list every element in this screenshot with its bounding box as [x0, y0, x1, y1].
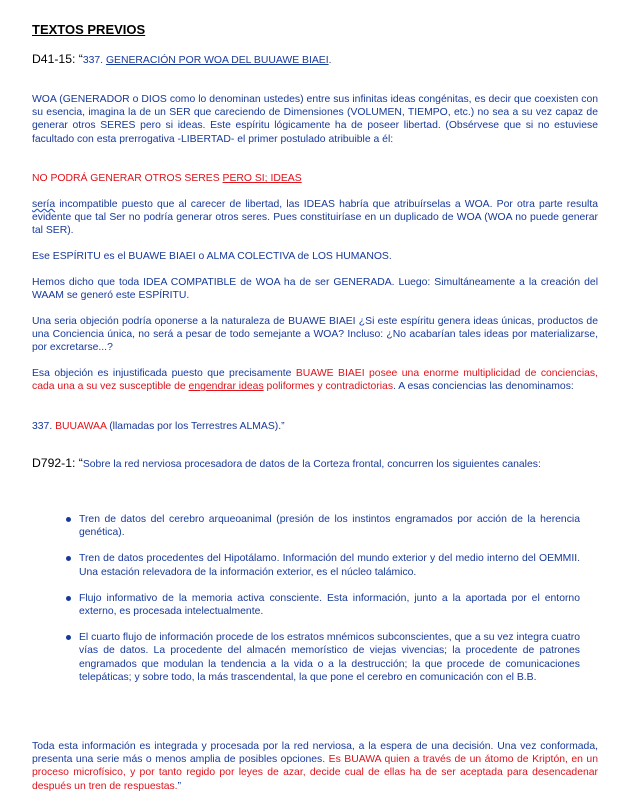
section-heading-link[interactable]: GENERACIÓN POR WOA DEL BUUAWE BIAEI: [105, 55, 329, 66]
reference-code-2: D792-1: “: [32, 456, 83, 470]
postulate-underlined: PERO SI; IDEAS: [222, 173, 302, 184]
list-item: [66, 513, 580, 539]
reference-code: D41-15: “: [32, 52, 83, 66]
paragraph-incompatible-text: incompatible puesto que al carecer de libertad, las IDEAS habría que atribuírselas a WOA. Por otra parte resulta evidente que tal Ser no podría generar otros seres. Pues constituiríase en un duplicado de WOA (WOA no puede generar tal SER).: [32, 199, 598, 237]
unjustified-text-a: Esa objeción es injustificada puesto que precisamente: [32, 368, 296, 379]
paragraph-objection: Una seria objeción podría oponerse a la naturaleza de BUAWE BIAEI ¿Si este espíritu genera ideas únicas, productos de una Conciencia única, no será a pesar de todo semejante a WOA? Incluso: ¿No acabarían tales ideas por materializarse, por excretarse...?: [32, 316, 598, 354]
list-item-text: El cuarto flujo de información procede de los estratos mnémicos subconscientes, que a su vez integra cuatro vías de datos. La procedente del almacén memorístico de viejas vivencias; la procedente de patrones engramados que modulan la tendencia a la vida o a la destrucción; la que procede de comunicaciones telepáticas; y sobre todo, la más trascendental, la que pone el cerebro en comunicación con el B.B.: [79, 632, 580, 683]
spellcheck-word: sería: [32, 199, 56, 210]
list-item: [66, 592, 580, 618]
d792-intro: Sobre la red nerviosa procesadora de datos de la Corteza frontal, concurren los siguientes canales:: [82, 459, 541, 470]
heading-period: .: [328, 55, 332, 66]
list-item-text: Tren de datos procedentes del Hipotálamo. Información del mundo exterior y del medio interno del OEMMII. Una estación relevadora de la información exterior, es el núcleo talámico.: [79, 553, 580, 578]
unjustified-text-red: BUAWE BIAEI posee una enorme multiplicidad de conciencias, cada una a su vez susceptible de: [32, 368, 598, 393]
unjustified-text-red-2: poliformes y contradictorias: [263, 381, 394, 393]
unjustified-text-underlined: engendrar ideas: [188, 381, 264, 393]
paragraph-incompatible: [32, 198, 598, 238]
paragraph-postulate: [32, 172, 598, 185]
unjustified-text-end: . A esas conciencias las denominamos:: [393, 381, 574, 393]
paragraph-buuawaa: [32, 420, 598, 433]
paragraph-woa-generator: WOA (GENERADOR o DIOS como lo denominan ustedes) entre sus infinitas ideas congénitas, es decir que coexisten con su esencia, imagina la de un SER que careciendo de Dimensiones (VOLUMEN, TIEMPO, etc.) no sea a su vez capaz de generar otros SERES pero si ideas. Este espíritu lógicamente ha de poseer libertad. (Obsérvese que si no estuviese facultado con esta prerrogativa -LIBERTAD- el primer postulado atribuible a él:: [32, 94, 598, 145]
list-item-text: Tren de datos del cerebro arqueoanimal (presión de los instintos engramados por acción de la herencia genética).: [79, 514, 580, 539]
buuawaa-note: (llamadas por los Terrestres ALMAS).”: [106, 421, 285, 432]
paragraph-spirit: Ese ESPÍRITU es el BUAWE BIAEI o ALMA COLECTIVA de LOS HUMANOS.: [32, 251, 392, 262]
paragraph-unjustified: [32, 367, 598, 393]
reference-d792-1: [32, 455, 598, 473]
list-item: [66, 631, 580, 684]
list-item-text: Flujo informativo de la memoria activa consciente. Esta información, junto a la aportada por el entorno externo, es procesada intelectualmente.: [79, 592, 580, 618]
paragraph-integration: [32, 740, 598, 793]
buuawaa-number: 337.: [32, 421, 56, 432]
postulate-text: NO PODRÁ GENERAR OTROS SERES: [32, 173, 223, 184]
integration-text-red: Es BUAWA quien a través de un átomo de Kriptón, en un proceso microfísico, y por tanto regido por leyes de azar, decide cual de ellas ha de ser aceptada para desencadenar después un tren de respuestas.: [32, 754, 598, 792]
channels-list: [66, 513, 580, 684]
closing-quote: ”: [177, 780, 182, 792]
list-item: [66, 552, 580, 578]
reference-d41-15: [32, 52, 332, 68]
page-title: TEXTOS PREVIOS: [32, 22, 146, 37]
paragraph-generated: Hemos dicho que toda IDEA COMPATIBLE de WOA ha de ser GENERADA. Luego: Simultáneamente a la creación del WAAM se generó este ESPÍRITU.: [32, 277, 598, 302]
buuawaa-term: BUUAWAA: [55, 421, 107, 432]
reference-number: 337.: [82, 55, 106, 66]
integration-text: Toda esta información es integrada y procesada por la red nerviosa, a la espera de una decisión. Una vez conformada, presenta una serie más o menos amplia de posibles opciones.: [32, 741, 598, 766]
